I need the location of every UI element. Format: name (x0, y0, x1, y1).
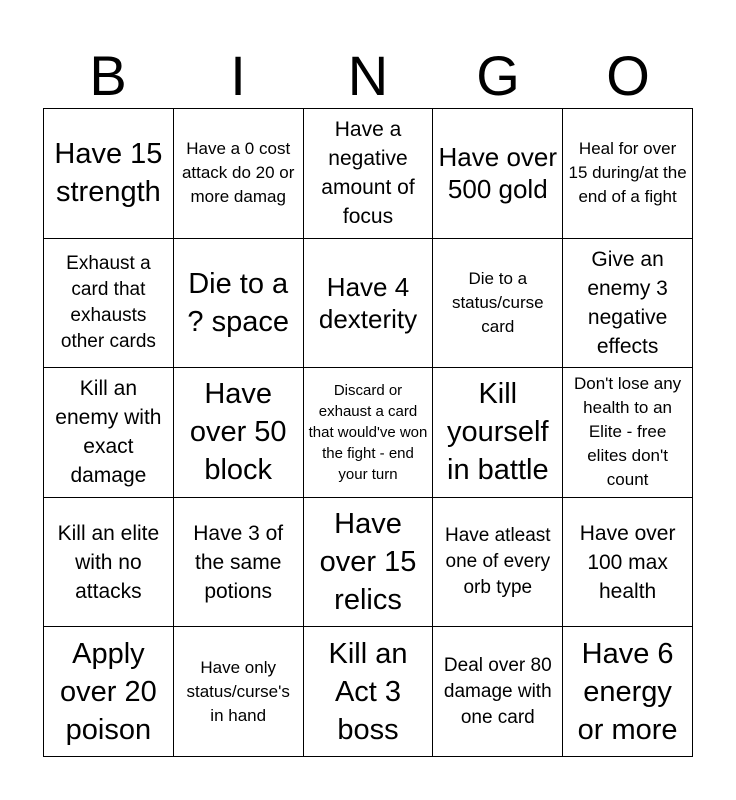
cell-text: Exhaust a card that exhausts other cards (60, 252, 156, 352)
bingo-cell-r4c2[interactable] (174, 498, 304, 628)
bingo-cell-r5c5[interactable] (563, 627, 693, 757)
bingo-cell-r3c4[interactable] (433, 368, 563, 498)
bingo-cell-r3c3[interactable] (304, 368, 434, 498)
bingo-cell-r3c2[interactable] (174, 368, 304, 498)
cell-text: Have over 50 block (189, 378, 287, 487)
cell-text: Apply over 20 poison (60, 637, 157, 746)
cell-text: Heal for over 15 during/at the end of a fight (568, 139, 687, 207)
bingo-cell-r5c1[interactable] (44, 627, 174, 757)
bingo-cell-r4c5[interactable] (563, 498, 693, 628)
header-letter-n: N (347, 44, 389, 107)
bingo-cell-r3c5[interactable] (563, 368, 693, 498)
cell-text: Have only status/curse's in hand (186, 657, 290, 725)
bingo-board (43, 108, 693, 757)
bingo-cell-r5c2[interactable] (174, 627, 304, 757)
header-letter-o: O (606, 44, 650, 107)
cell-text: Give an enemy 3 negative effects (587, 247, 668, 358)
cell-text: Have over 15 relics (319, 508, 417, 617)
bingo-cell-r1c4[interactable] (433, 109, 563, 239)
cell-text: Die to a status/curse card (451, 268, 544, 336)
bingo-cell-r2c2[interactable] (174, 239, 304, 369)
bingo-cell-r2c1[interactable] (44, 239, 174, 369)
cell-text: Have atleast one of every orb type (444, 525, 551, 599)
bingo-cell-r2c4[interactable] (433, 239, 563, 369)
cell-text: Kill an elite with no attacks (57, 521, 160, 603)
bingo-cell-r4c3[interactable] (304, 498, 434, 628)
bingo-cell-r2c3[interactable] (304, 239, 434, 369)
cell-text: Have 3 of the same potions (193, 521, 284, 603)
cell-text: Kill an Act 3 boss (328, 637, 408, 746)
cell-text: Have 4 dexterity (318, 271, 418, 334)
bingo-cell-r1c5[interactable] (563, 109, 693, 239)
bingo-cell-r4c1[interactable] (44, 498, 174, 628)
bingo-cell-r5c4[interactable] (433, 627, 563, 757)
bingo-cell-r1c1[interactable] (44, 109, 174, 239)
cell-text: Have over 100 max health (579, 521, 676, 603)
cell-text: Kill yourself in battle (447, 378, 549, 487)
cell-text: Deal over 80 damage with one card (443, 654, 552, 728)
cell-text: Have a 0 cost attack do 20 or more damag (181, 139, 295, 207)
cell-text: Don't lose any health to an Elite - free elites don't count (573, 374, 682, 490)
cell-text: Die to a ? space (187, 267, 289, 338)
cell-text: Have 6 energy or more (577, 637, 678, 746)
bingo-cell-r1c2[interactable] (174, 109, 304, 239)
cell-text: Have a negative amount of focus (321, 118, 415, 229)
header-letter-b: B (89, 44, 127, 107)
bingo-cell-r3c1[interactable] (44, 368, 174, 498)
cell-text: Have 15 strength (54, 138, 163, 209)
cell-text: Have over 500 gold (438, 142, 558, 205)
bingo-cell-r4c4[interactable] (433, 498, 563, 628)
cell-text: Kill an enemy with exact damage (55, 377, 162, 488)
header-letter-i: I (230, 44, 246, 107)
header-letter-g: G (476, 44, 520, 107)
bingo-cell-r1c3[interactable] (304, 109, 434, 239)
bingo-cell-r5c3[interactable] (304, 627, 434, 757)
cell-text: Discard or exhaust a card that would've won the fight - end your turn (308, 381, 428, 483)
bingo-header (43, 44, 693, 108)
bingo-cell-r2c5[interactable] (563, 239, 693, 369)
